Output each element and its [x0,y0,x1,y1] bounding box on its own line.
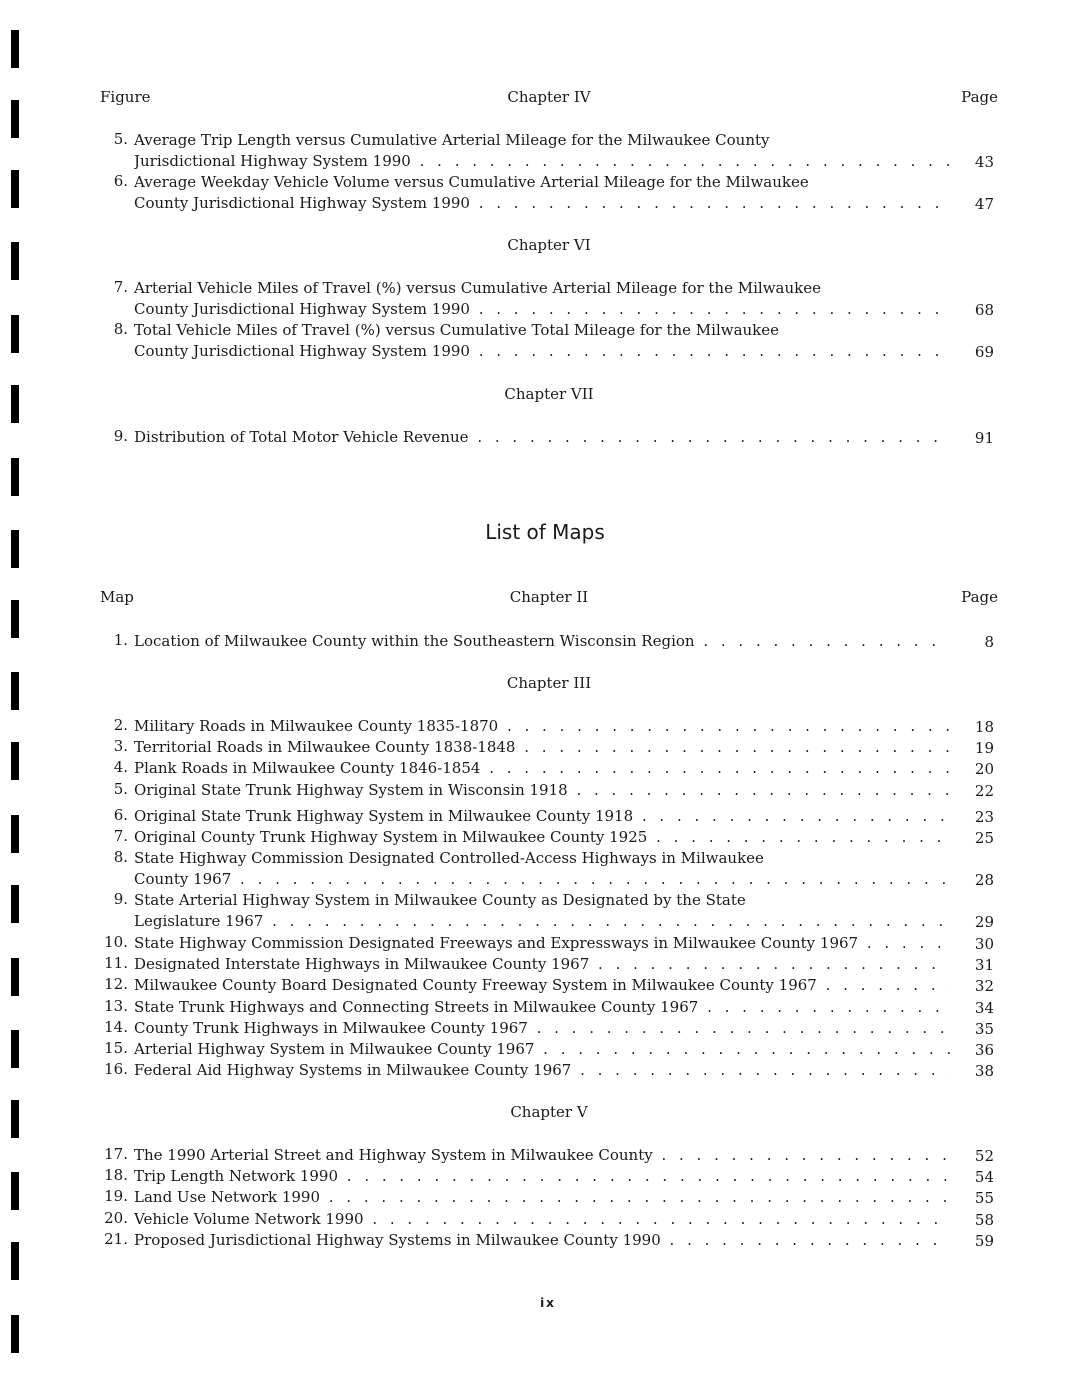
chapter-heading: Chapter III [506,674,592,692]
entry-title: The 1990 Arterial Street and Highway System in Milwaukee County [134,1146,653,1164]
entry-number: 4. [113,758,128,776]
entry-title: Vehicle Volume Network 1990 [134,1210,364,1228]
entry-page: 52 [974,1147,994,1165]
entry-page: 38 [974,1062,994,1080]
entry-title: Original County Trunk Highway System in Milwaukee County 1925 [134,828,648,846]
entry-title-continued: County Jurisdictional Highway System 1990 [134,342,470,360]
entry-number: 20. [104,1209,128,1227]
entry-page: 31 [974,956,994,974]
entry-title: Trip Length Network 1990 [134,1167,339,1185]
entry-number: 14. [104,1018,128,1036]
map-entry[interactable] [96,1230,996,1270]
entry-number: 17. [104,1145,128,1163]
entry-title: Military Roads in Milwaukee County 1835-1870 [134,717,499,735]
entry-title: Average Trip Length versus Cumulative Arterial Mileage for the Milwaukee County [134,131,770,149]
entry-number: 9. [113,890,128,908]
entry-page: 18 [974,718,994,736]
entry-page: 43 [974,153,994,171]
entry-title: Arterial Highway System in Milwaukee County 1967 [134,1040,535,1058]
entry-page: 59 [974,1232,994,1250]
entry-number: 13. [104,997,128,1015]
figure-entry[interactable] [96,130,996,170]
entry-page: 55 [974,1189,994,1207]
entry-title-continued: County Jurisdictional Highway System 1990 [134,300,470,318]
entry-title: Designated Interstate Highways in Milwaukee County 1967 [134,955,590,973]
entry-page: 29 [974,913,994,931]
entry-number: 12. [104,975,128,993]
entry-title: State Highway Commission Designated Freeways and Expressways in Milwaukee County 1967 [134,934,859,952]
entry-number: 8. [113,848,128,866]
entry-page: 69 [974,343,994,361]
entry-title: Distribution of Total Motor Vehicle Revenue [134,428,469,446]
entry-number: 16. [104,1060,128,1078]
entry-number: 10. [104,933,128,951]
entry-number: 6. [113,806,128,824]
entry-number: 7. [113,278,128,296]
entry-page: 22 [974,782,994,800]
entry-number: 21. [104,1230,128,1248]
entry-title: Milwaukee County Board Designated County Freeway System in Milwaukee County 1967 [134,976,817,994]
entry-page: 58 [974,1211,994,1229]
entry-number: 1. [113,631,128,649]
entry-number: 5. [113,130,128,148]
page-column-label: Page [961,588,998,606]
entry-title-continued: Legislature 1967 [134,912,264,930]
figure-entry[interactable] [96,172,996,212]
entry-page: 8 [984,633,994,651]
entry-title: Original State Trunk Highway System in Wisconsin 1918 [134,781,568,799]
entry-title: Territorial Roads in Milwaukee County 1838-1848 [134,738,516,756]
entry-title: Original State Trunk Highway System in Milwaukee County 1918 [134,807,634,825]
entry-number: 6. [113,172,128,190]
entry-number: 15. [104,1039,128,1057]
entry-page: 32 [974,977,994,995]
page-number: ix [540,1296,556,1310]
entry-title: Arterial Vehicle Miles of Travel (%) versus Cumulative Arterial Mileage for the Milwaukee [134,279,821,297]
entry-title: State Arterial Highway System in Milwaukee County as Designated by the State [134,891,746,909]
entry-page: 23 [974,808,994,826]
entry-page: 36 [974,1041,994,1059]
entry-number: 3. [113,737,128,755]
entry-title: Plank Roads in Milwaukee County 1846-1854 [134,759,481,777]
entry-number: 7. [113,827,128,845]
page-column-label: Page [961,88,998,106]
entry-page: 30 [974,935,994,953]
chapter-heading: Chapter V [510,1103,588,1121]
entry-number: 2. [113,716,128,734]
chapter-heading: Chapter VII [504,385,594,403]
entry-page: 34 [974,999,994,1017]
entry-page: 54 [974,1168,994,1186]
entry-title: County Trunk Highways in Milwaukee County 1967 [134,1019,528,1037]
entry-title: Location of Milwaukee County within the Southeastern Wisconsin Region [134,632,695,650]
figure-entry[interactable] [96,278,996,318]
entry-page: 19 [974,739,994,757]
list-of-maps-title: List of Maps [485,520,605,544]
entry-number: 18. [104,1166,128,1184]
chapter-heading: Chapter II [509,588,589,606]
map-entry[interactable] [96,848,996,888]
map-column-label: Map [100,588,134,606]
entry-number: 9. [113,427,128,445]
entry-title: Total Vehicle Miles of Travel (%) versus Cumulative Total Mileage for the Milwaukee [134,321,780,339]
entry-page: 35 [974,1020,994,1038]
map-entry[interactable] [96,890,996,930]
entry-number: 11. [104,954,128,972]
entry-title: State Trunk Highways and Connecting Streets in Milwaukee County 1967 [134,998,699,1016]
entry-title-continued: County Jurisdictional Highway System 1990 [134,194,470,212]
entry-page: 68 [974,301,994,319]
entry-number: 19. [104,1187,128,1205]
figure-entry[interactable] [96,427,996,467]
entry-title-continued: Jurisdictional Highway System 1990 [134,152,411,170]
entry-title: Proposed Jurisdictional Highway Systems in Milwaukee County 1990 [134,1231,661,1249]
maps-column-header [100,588,998,608]
entry-number: 8. [113,320,128,338]
entry-page: 47 [974,195,994,213]
figure-entry[interactable] [96,320,996,360]
entry-page: 28 [974,871,994,889]
entry-number: 5. [113,780,128,798]
entry-title: Average Weekday Vehicle Volume versus Cumulative Arterial Mileage for the Milwaukee [134,173,809,191]
entry-title: Federal Aid Highway Systems in Milwaukee County 1967 [134,1061,572,1079]
map-entry[interactable] [96,631,996,671]
figures-column-header [100,88,998,108]
entry-page: 25 [974,829,994,847]
entry-page: 20 [974,760,994,778]
entry-title: State Highway Commission Designated Controlled-Access Highways in Milwaukee [134,849,764,867]
figure-column-label: Figure [100,88,151,106]
entry-page: 91 [974,429,994,447]
entry-title-continued: County 1967 [134,870,232,888]
entry-title: Land Use Network 1990 [134,1188,321,1206]
chapter-heading: Chapter VI [507,236,591,254]
map-entry[interactable] [96,1060,996,1100]
chapter-heading: Chapter IV [507,88,591,106]
